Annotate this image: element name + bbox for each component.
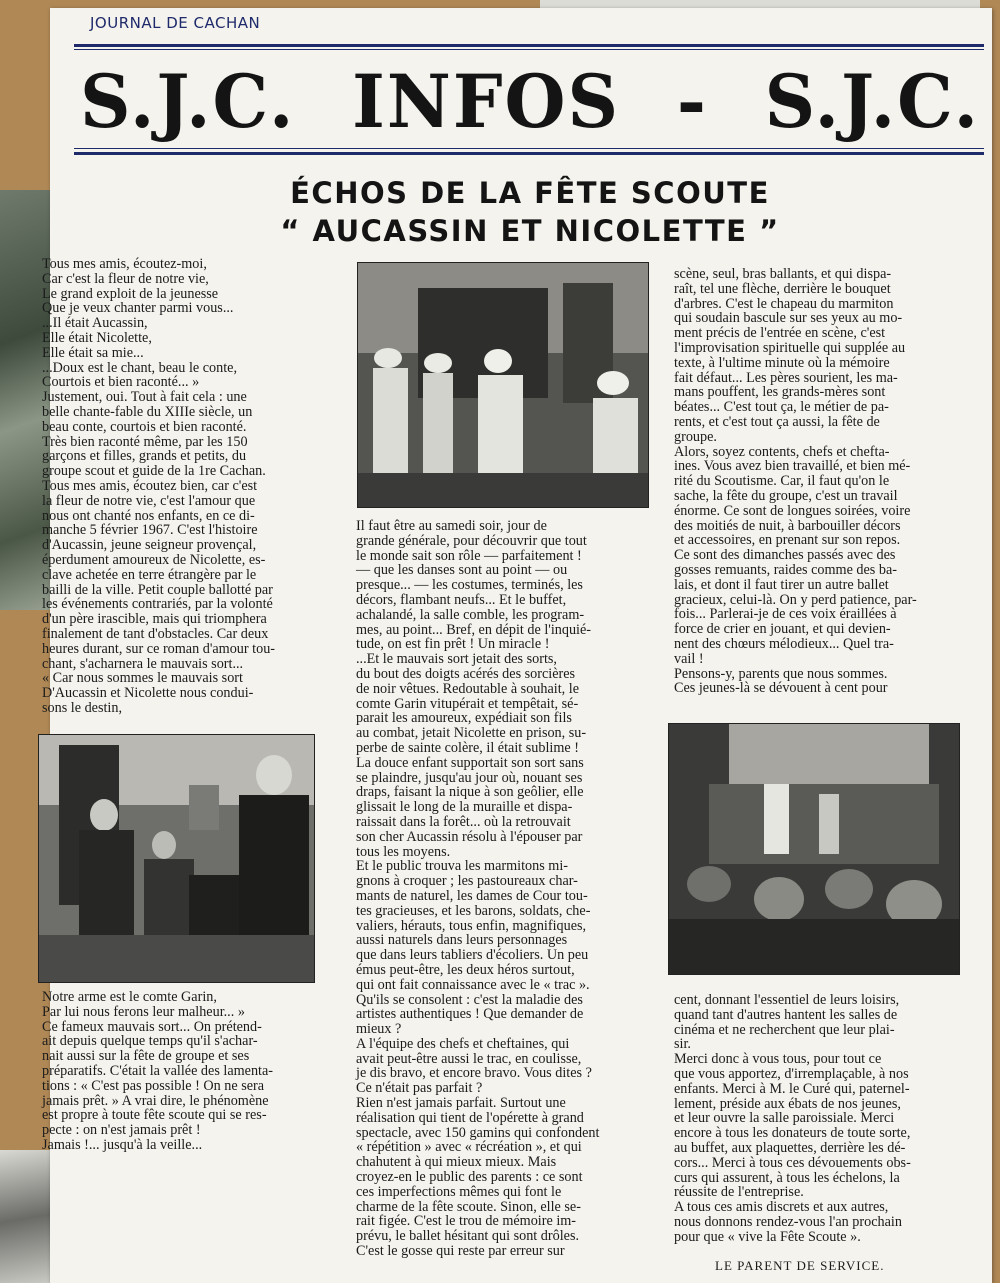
photo-marmitons-scene <box>357 262 649 508</box>
masthead-left: S.J.C. <box>80 57 296 146</box>
newspaper-clipping <box>42 8 992 1283</box>
article-column-3-bottom: cent, donnant l'essentiel de leurs loisirs, quand tant d'autres hantent les salles de cinéma et ne recherchent que leur plai- sir. Merci donc à vous tous, pour tout ce que vous apportez, d'irremplaçable, à nos enfants. Merci à M. le Curé qui, paternel- lement, préside aux ébats de nos jeunes, et leur ouvre la salle paroissiale. Merci encore à tous les donateurs de toute sorte, au buffet, aux plaquettes, derrière les dé- cors... Merci à tous ces dévouements obs- curs qui assurent, à tous les échelons, la réussite de l'entreprise. A tous ces amis discrets et aux autres, nous donnons rendez-vous l'an prochain pour que « vive la Fête Scoute ». <box>674 992 911 1245</box>
bottom-rule <box>74 152 984 155</box>
article-column-1-bottom: Notre arme est le comte Garin, Par lui nous ferons leur malheur... » Ce fameux mauvais sort... On prétend- ait depuis quelque temps qu'il s'achar- nait aussi sur la fête de groupe et ses préparatifs. C'était la vallée des lamenta- tions : « C'est pas possible ! On ne sera jamais prêt. » A vrai dire, le phénomène est propre à toute fête scoute qui se res- pecte : on n'est jamais prêt ! Jamais !... jusqu'à la veille... <box>42 989 274 1153</box>
photo-count-garin-scene <box>38 734 315 983</box>
masthead <box>80 58 980 145</box>
top-rule-thin <box>74 49 984 50</box>
article-column-3-top: scène, seul, bras ballants, et qui dispa- raît, tel une flèche, derrière le bouquet d'arbres. C'est le chapeau du marmiton qui soudain bascule sur ses yeux au mo- ment précis de l'entrée en scène, c'est l'improvisation spirituelle qui supplée au texte, à l'ultime minute où la mémoire fait défaut... Les pères sourient, les ma- mans pouffent, les grands-mères sont béates... C'est tout ça, le métier de pa- rents, et c'est tout ça aussi, la fête de groupe. Alors, soyez contents, chefs et chefta- ines. Vous avez bien travaillé, et bien mé- rité du Scoutisme. Car, il faut qu'on le sache, la fête du groupe, c'est un travail énorme. Ce sont de longues soirées, voire des moitiés de nuit, à barbouiller décors et accessoires, en prenant sur son repos. Ce sont des dimanches passés avec des gosses remuants, raides comme des ba- lais, et dont il faut tirer un autre ballet gracieux, celui-là. On y perd patience, par- fois... Parlerai-je de ces voix éraillées à force de crier en jouant, et qui devien- nent des chœurs mélodieux... Quel tra- vail ! Pensons-y, parents que nous sommes. Ces jeunes-là se dévouent à cent pour <box>674 266 917 697</box>
signature: LE PARENT DE SERVICE. <box>715 1258 885 1273</box>
article-column-2: Il faut être au samedi soir, jour de grande générale, pour découvrir que tout le monde sait son rôle — parfaitement ! — que les danses sont au point — ou presque... — les costumes, terminés, les décors, flambant neufs... Et le buffet, achalandé, la salle comble, les program- mes, au point... Bref, en dépit de l'inquié- tude, on est fin prêt ! Un miracle ! ...Et le mauvais sort jetait des sorts, du bout des doigts acérés des sorcières de noir vêtues. Redoutable à souhait, le comte Garin vitupérait et tempêtait, sé- parait les amoureux, expédiait son fils au combat, jetait Nicolette en prison, su- perbe de sainte colère, il était sublime ! La douce enfant supportait son sort sans se plaindre, jusqu'au jour où, nouant ses draps, faisant la nique à son geôlier, elle glissait le long de la muraille et dispa- raissait dans la forêt... où la retrouvait son cher Aucassin résolu à l'épouser par tous les moyens. Et le public trouva les marmitons mi- gnons à croquer ; les pastoureaux char- mants de naturel, les dames de Cour tou- tes gracieuses, et les barons, soldats, che- valiers, hérauts, tous enfin, magnifiques, aussi naturels dans leurs personnages que dans leurs tabliers d'écoliers. Un peu émus peut-être, les deux héros surtout, qui ont fait connaissance avec le « trac ». Qu'ils se consolent : c'est la maladie des artistes authentiques ! Que demander de mieux ? A l'équipe des chefs et cheftaines, qui avait peut-être aussi le trac, en coulisse, je dis bravo, et encore bravo. Vous dites ? Ce n'était pas parfait ? Rien n'est jamais parfait. Surtout une réalisation qui tient de l'opérette à grand spectacle, avec 150 gamins qui confondent « répétition » avec « récréation », et qui chahutent à qui mieux mieux. Mais croyez-en le public des parents : ce sont ces imperfections mêmes qui font le charme de la fête scoute. Sinon, elle se- rait figée. C'est le trou de mémoire im- prévu, le ballet hésitant qui sont drôles. C'est le gosse qui reste par erreur sur <box>356 518 600 1260</box>
journal-name: JOURNAL DE CACHAN <box>90 14 261 32</box>
headline-line-2: “ AUCASSIN ET NICOLETTE ” <box>280 214 780 248</box>
top-rule <box>74 44 984 47</box>
article-column-1-top: Tous mes amis, écoutez-moi, Car c'est la fleur de notre vie, Le grand exploit de la jeunesse Que je veux chanter parmi vous... ...Il était Aucassin, Elle était Nicolette, Elle était sa mie... ...Doux est le chant, beau le conte, Courtois et bien raconté... » Justement, oui. Tout à fait cela : une belle chante-fable du XIIIe siècle, un beau conte, courtois et bien raconté. Très bien raconté même, par les 150 garçons et filles, grands et petits, du groupe scout et guide de la 1re Cachan. Tous mes amis, écoutez bien, car c'est la fleur de notre vie, c'est l'amour que nous ont chanté nos enfants, en ce di- manche 5 février 1967. C'est l'histoire d'Aucassin, jeune seigneur provençal, éperdument amoureux de Nicolette, es- clave achetée en terre étrangère par le bailli de la ville. Petit couple ballotté par les événements contrariés, par la volonté d'un père irascible, mais qui triomphera finalement de tant d'obstacles. Car deux heures durant, sur ce roman d'amour tou- chant, s'acharnera le mauvais sort... « Car nous sommes le mauvais sort D'Aucassin et Nicolette nous condui- sons le destin, <box>42 256 276 716</box>
masthead-right: S.J.C. <box>764 57 980 146</box>
masthead-dash: - <box>676 57 708 146</box>
bottom-rule-thin <box>74 148 984 149</box>
headline-line-1: ÉCHOS DE LA FÊTE SCOUTE <box>290 176 770 210</box>
photo-audience-stage <box>668 723 960 975</box>
masthead-center: INFOS <box>352 57 621 146</box>
